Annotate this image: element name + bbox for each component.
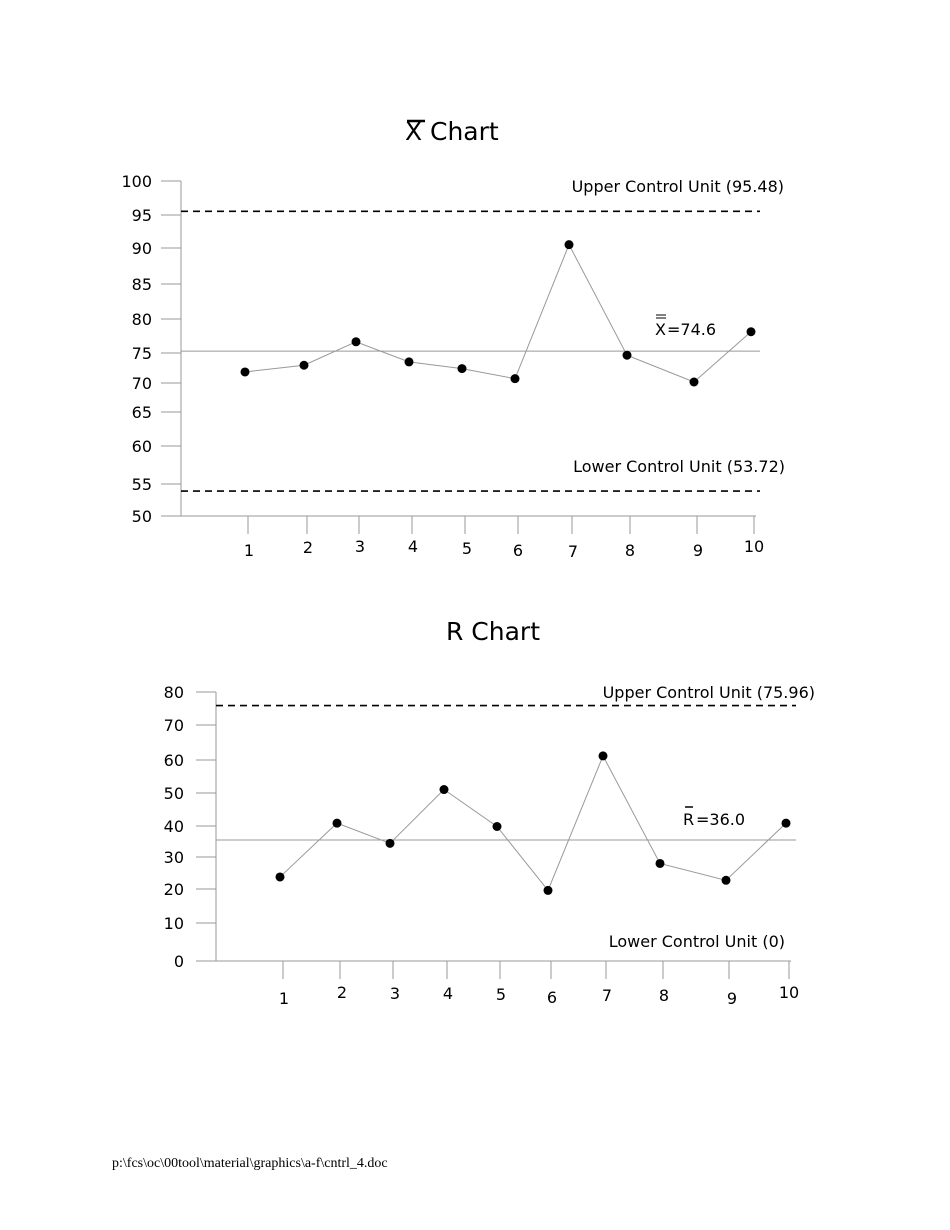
r-data-point — [599, 751, 608, 760]
r-y-tick-label: 50 — [163, 784, 184, 803]
r-y-tick-label: 80 — [163, 683, 184, 702]
xbar-y-tick-label: 80 — [131, 310, 152, 329]
xbar-data-point — [747, 327, 756, 336]
xbar-x-tick-label: 1 — [243, 541, 255, 560]
r-data-point — [386, 839, 395, 848]
xbar-y-tick-label: 95 — [131, 206, 152, 225]
r-chart — [164, 617, 815, 1008]
xbar-y-tick-label: 85 — [131, 275, 152, 294]
xbar-center-label: =74.6 — [667, 320, 717, 339]
xbar-chart — [121, 117, 785, 561]
xbar-y-tick-label: 100 — [121, 172, 152, 191]
xbar-data-point — [623, 351, 632, 360]
r-x-tick-label: 4 — [442, 984, 454, 1003]
r-x-tick-label: 2 — [336, 983, 348, 1002]
r-y-tick-label: 10 — [163, 914, 184, 933]
xbar-y-tick-label: 55 — [131, 475, 152, 494]
r-y-tick-label: 20 — [163, 880, 184, 899]
xbar-y-tick-label: 70 — [131, 374, 152, 393]
xbar-x-tick-label: 2 — [302, 538, 314, 557]
xbar-data-point — [241, 367, 250, 376]
r-center-label: =36.0 — [696, 810, 746, 829]
r-data-point — [656, 859, 665, 868]
r-y-tick-label: 30 — [163, 848, 184, 867]
r-y-tick-label: 0 — [173, 952, 184, 971]
r-data-point — [276, 872, 285, 881]
xbar-x-tick-label: 4 — [407, 537, 419, 556]
r-x-tick-label: 10 — [778, 983, 800, 1002]
r-data-point — [493, 822, 502, 831]
xbar-series-line — [245, 245, 751, 382]
r-x-tick-label: 6 — [546, 988, 558, 1007]
xbar-data-point — [405, 357, 414, 366]
xbar-x-tick-label: 6 — [512, 541, 524, 560]
xbar-x-tick-label: 7 — [567, 542, 579, 561]
xbar-data-point — [458, 364, 467, 373]
r-y-tick-label: 60 — [163, 751, 184, 770]
r-x-tick-label: 5 — [495, 985, 507, 1004]
xbar-data-point — [565, 240, 574, 249]
xbar-chart-title-symbol: X — [405, 117, 423, 146]
xbar-x-tick-label: 9 — [692, 541, 704, 560]
r-chart-title: R Chart — [445, 617, 541, 646]
xbar-chart-title: Chart — [430, 117, 499, 146]
r-upper-control-label: Upper Control Unit (75.96) — [602, 683, 815, 702]
r-x-tick-label: 3 — [389, 984, 401, 1003]
r-data-point — [440, 785, 449, 794]
xbar-data-point — [352, 337, 361, 346]
xbar-x-tick-label: 10 — [743, 537, 765, 556]
r-x-tick-label: 7 — [601, 986, 613, 1005]
xbar-y-tick-label: 50 — [131, 507, 152, 526]
r-data-point — [333, 819, 342, 828]
xbar-center-symbol: X — [655, 320, 666, 339]
xbar-data-point — [300, 361, 309, 370]
r-x-tick-label: 8 — [658, 986, 670, 1005]
xbar-data-point — [690, 378, 699, 387]
r-lower-control-label: Lower Control Unit (0) — [608, 932, 785, 951]
xbar-upper-control-label: Upper Control Unit (95.48) — [571, 177, 784, 196]
r-data-point — [722, 876, 731, 885]
r-y-tick-label: 40 — [163, 817, 184, 836]
r-center-symbol: R — [683, 810, 695, 829]
r-x-tick-label: 1 — [278, 989, 290, 1008]
r-x-tick-label: 9 — [726, 989, 738, 1008]
xbar-x-tick-label: 3 — [354, 537, 366, 556]
xbar-y-tick-label: 60 — [131, 437, 152, 456]
xbar-y-tick-label: 65 — [131, 403, 152, 422]
r-data-point — [782, 819, 791, 828]
xbar-y-tick-label: 75 — [131, 344, 152, 363]
xbar-x-tick-label: 8 — [624, 541, 636, 560]
r-y-tick-label: 70 — [163, 716, 184, 735]
xbar-lower-control-label: Lower Control Unit (53.72) — [573, 457, 785, 476]
r-data-point — [544, 886, 553, 895]
xbar-y-tick-label: 90 — [131, 239, 152, 258]
document-path-footer: p:\fcs\oc\00tool\material\graphics\a-f\cntrl_4.doc — [112, 1156, 388, 1171]
xbar-x-tick-label: 5 — [461, 539, 473, 558]
xbar-data-point — [511, 374, 520, 383]
